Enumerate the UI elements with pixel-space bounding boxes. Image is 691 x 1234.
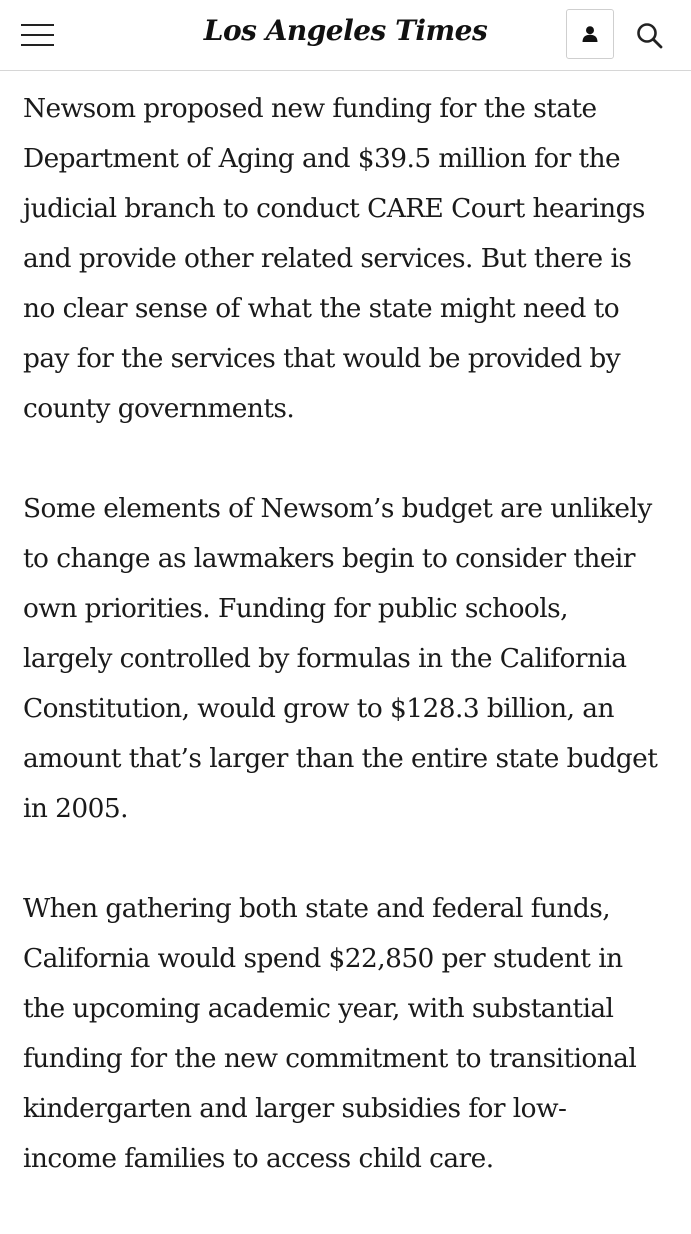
article-paragraph	[23, 884, 671, 1184]
paragraph-line: pay for the services that would be provided by	[23, 343, 621, 374]
paragraph-line: largely controlled by formulas in the California	[23, 643, 627, 674]
paragraph-line: and provide other related services. But there is	[23, 243, 632, 274]
logo-link[interactable]: Los Angeles Times	[203, 14, 488, 47]
paragraph-line: judicial branch to conduct CARE Court hearings	[23, 193, 645, 224]
paragraph-line: no clear sense of what the state might need to	[23, 293, 620, 324]
article-paragraph	[23, 84, 671, 434]
paragraph-line: county governments.	[23, 393, 295, 424]
article-body	[23, 84, 671, 1234]
site-header	[0, 0, 691, 71]
search-icon	[634, 20, 666, 52]
paragraph-line: amount that’s larger than the entire state budget	[23, 743, 658, 774]
paragraph-line: income families to access child care.	[23, 1143, 494, 1174]
user-icon	[581, 25, 599, 43]
article-paragraph	[23, 484, 671, 834]
search-button[interactable]	[634, 20, 666, 52]
paragraph-line: to change as lawmakers begin to consider their	[23, 543, 635, 574]
paragraph-line: California would spend $22,850 per student in	[23, 943, 623, 974]
paragraph-line: When gathering both state and federal funds,	[23, 893, 611, 924]
paragraph-line: Department of Aging and $39.5 million for the	[23, 143, 621, 174]
paragraph-line: funding for the new commitment to transitional	[23, 1043, 637, 1074]
menu-button[interactable]	[21, 20, 55, 50]
paragraph-line: own priorities. Funding for public schools,	[23, 593, 568, 624]
paragraph-line: Some elements of Newsom’s budget are unlikely	[23, 493, 652, 524]
account-button[interactable]	[566, 9, 614, 59]
paragraph-line: kindergarten and larger subsidies for low-	[23, 1093, 567, 1124]
paragraph-line: the upcoming academic year, with substantial	[23, 993, 614, 1024]
paragraph-line: Constitution, would grow to $128.3 billion, an	[23, 693, 614, 724]
paragraph-line: in 2005.	[23, 793, 128, 824]
paragraph-line: Newsom proposed new funding for the state	[23, 93, 597, 124]
hamburger-menu-icon	[21, 24, 54, 26]
